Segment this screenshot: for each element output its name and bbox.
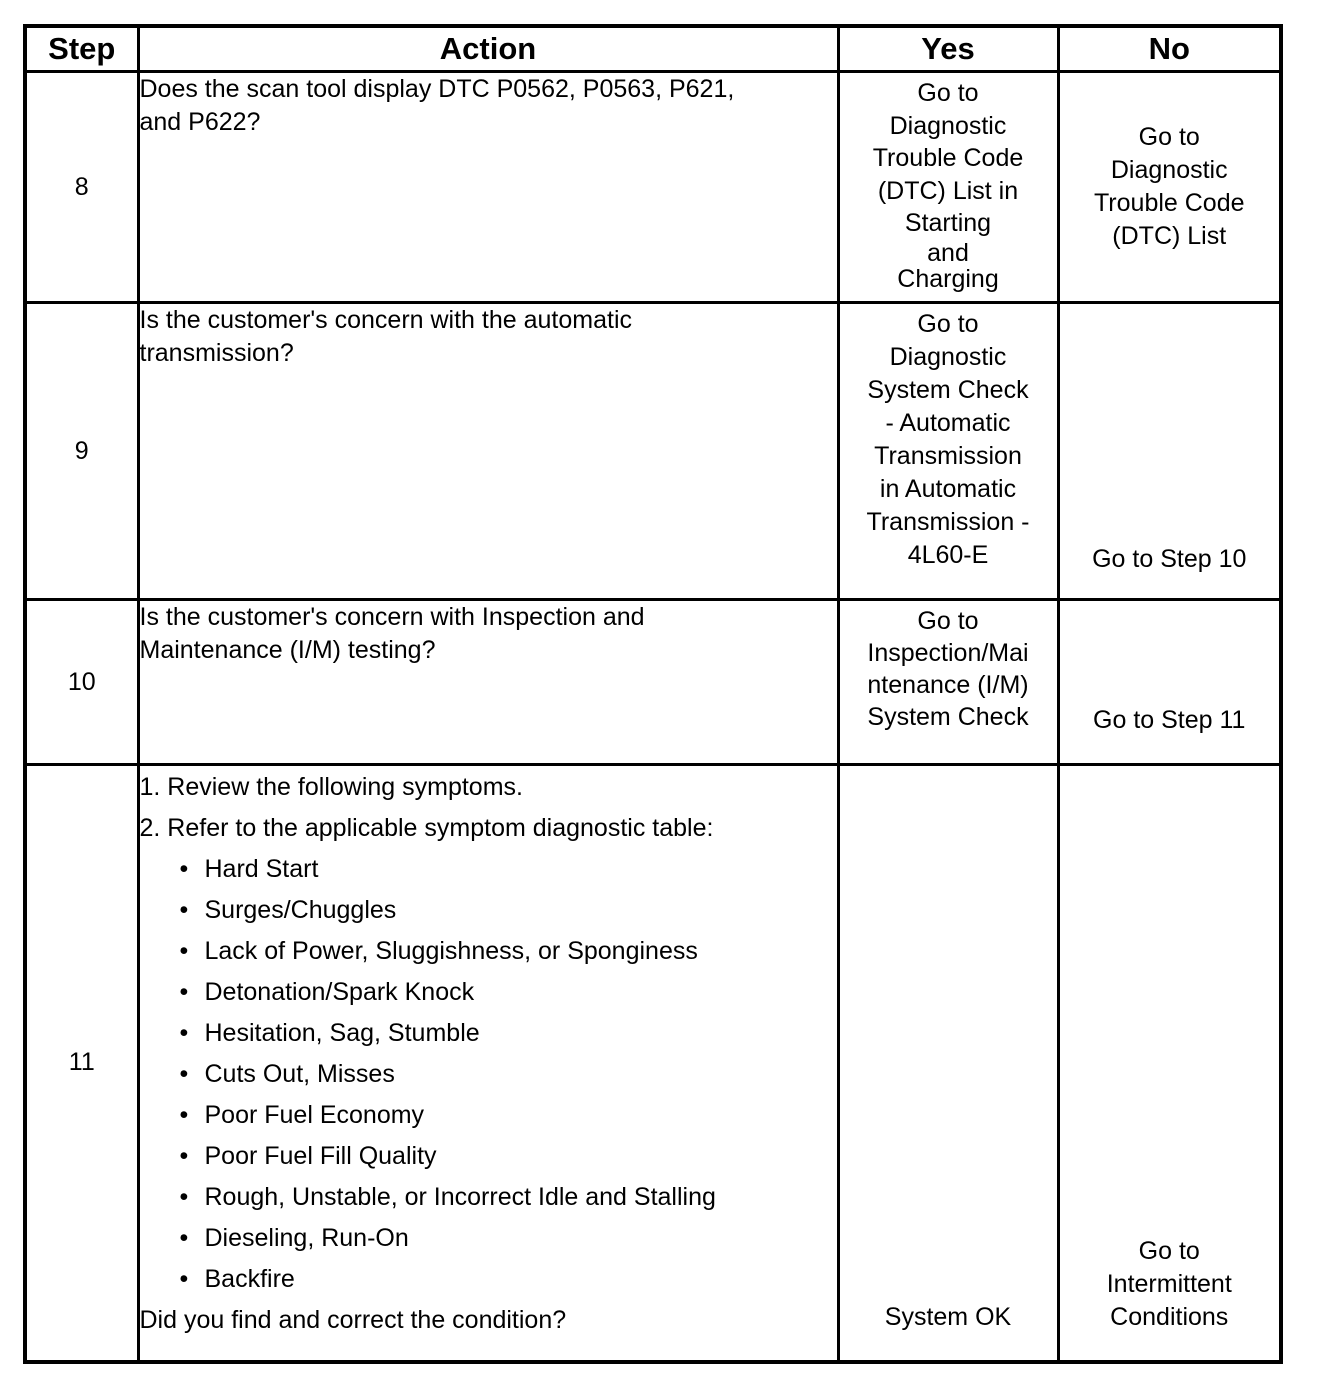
no-line: Diagnostic <box>1110 156 1228 184</box>
yes-line: (DTC) List in <box>877 176 1019 205</box>
action-line: Does the scan tool display DTC P0562, P0563, P621, <box>139 75 735 103</box>
step-number: 10 <box>25 600 138 765</box>
no-line: Go to Step 10 <box>1092 545 1247 573</box>
symptom-label: Poor Fuel Economy <box>204 1101 425 1129</box>
symptom-item <box>140 1136 837 1177</box>
header-action: Action <box>138 26 838 72</box>
symptom-item <box>140 1218 837 1259</box>
action-cell <box>138 600 838 765</box>
yes-line: Diagnostic <box>889 111 1007 140</box>
symptom-item <box>140 1259 837 1300</box>
bullet-glyph: • <box>179 1019 189 1047</box>
bullet-glyph: • <box>179 1224 189 1252</box>
table-row-step-8 <box>25 72 1281 303</box>
symptom-label: Poor Fuel Fill Quality <box>204 1142 437 1170</box>
symptom-list <box>140 849 837 1300</box>
symptom-item <box>140 849 837 890</box>
yes-cell <box>838 72 1058 303</box>
symptom-label: Cuts Out, Misses <box>204 1060 395 1088</box>
action-line: Is the customer's concern with Inspection and <box>139 603 645 631</box>
symptom-item <box>140 1054 837 1095</box>
action-line: transmission? <box>139 339 294 367</box>
step-number: 8 <box>25 72 138 303</box>
header-step: Step <box>25 26 138 72</box>
step-number: 11 <box>25 765 138 1362</box>
symptom-label: Lack of Power, Sluggishness, or Sponginess <box>204 937 698 965</box>
yes-line: Trouble Code <box>872 144 1024 172</box>
yes-line: Charging <box>897 264 999 293</box>
no-line: (DTC) List <box>1112 222 1227 250</box>
no-line: Trouble Code <box>1093 189 1245 217</box>
no-line: Intermittent <box>1106 1269 1232 1298</box>
step-number: 9 <box>25 303 138 600</box>
yes-cell <box>838 765 1058 1362</box>
yes-line: Go to <box>917 79 979 107</box>
yes-line: Inspection/Mai <box>867 639 1029 667</box>
table-row-step-11 <box>25 765 1281 1362</box>
instruction-line: 1. Review the following symptoms. <box>139 773 523 801</box>
symptom-label: Hard Start <box>204 855 319 883</box>
no-line: Conditions <box>1110 1302 1229 1331</box>
yes-line: 4L60-E <box>907 541 989 569</box>
action-cell <box>138 765 838 1362</box>
yes-line: ntenance (I/M) <box>867 671 1029 699</box>
symptom-label: Dieseling, Run-On <box>204 1224 409 1252</box>
instruction-line: 2. Refer to the applicable symptom diagnostic table: <box>139 814 714 842</box>
yes-line: Transmission <box>874 442 1022 470</box>
no-cell <box>1058 765 1281 1362</box>
yes-line: System Check <box>867 376 1029 404</box>
symptom-label: Rough, Unstable, or Incorrect Idle and Stalling <box>204 1183 716 1211</box>
action-question: Did you find and correct the condition? <box>139 1306 567 1334</box>
action-line: Maintenance (I/M) testing? <box>139 636 436 664</box>
bullet-glyph: • <box>179 1265 189 1293</box>
table-row-step-9 <box>25 303 1281 600</box>
bullet-glyph: • <box>179 1142 189 1170</box>
yes-line: Transmission - <box>866 508 1030 536</box>
symptom-item <box>140 972 837 1013</box>
yes-line: Diagnostic <box>889 343 1007 371</box>
symptom-label: Backfire <box>204 1265 295 1293</box>
table-row-step-10 <box>25 600 1281 765</box>
symptom-label: Surges/Chuggles <box>204 896 397 924</box>
no-line: Go to <box>1138 1236 1200 1265</box>
yes-line: Go to <box>917 310 979 338</box>
header-row <box>25 26 1281 72</box>
yes-cell <box>838 600 1058 765</box>
symptom-item <box>140 1177 837 1218</box>
header-yes: Yes <box>838 26 1058 72</box>
bullet-glyph: • <box>179 937 189 965</box>
diagnostic-table <box>23 24 1283 1364</box>
bullet-glyph: • <box>179 896 189 924</box>
symptom-item <box>140 931 837 972</box>
no-cell <box>1058 600 1281 765</box>
symptom-item <box>140 890 837 931</box>
symptom-item <box>140 1013 837 1054</box>
yes-line: and <box>927 238 969 267</box>
symptom-label: Detonation/Spark Knock <box>204 978 475 1006</box>
yes-line: in Automatic <box>879 475 1017 503</box>
action-line: and P622? <box>139 108 261 136</box>
symptom-item <box>140 1095 837 1136</box>
bullet-glyph: • <box>179 855 189 883</box>
yes-line: Go to <box>917 607 979 635</box>
bullet-glyph: • <box>179 1183 189 1211</box>
bullet-glyph: • <box>179 1101 189 1129</box>
action-cell <box>138 72 838 303</box>
symptom-label: Hesitation, Sag, Stumble <box>204 1019 480 1047</box>
yes-cell <box>838 303 1058 600</box>
action-line: Is the customer's concern with the automatic <box>139 306 632 334</box>
no-cell <box>1058 72 1281 303</box>
header-no: No <box>1058 26 1281 72</box>
no-line: Go to <box>1138 123 1200 151</box>
no-line: Go to Step 11 <box>1093 706 1246 734</box>
yes-line: System OK <box>884 1302 1012 1331</box>
action-cell <box>138 303 838 600</box>
no-cell <box>1058 303 1281 600</box>
bullet-glyph: • <box>179 1060 189 1088</box>
yes-line: System Check <box>867 703 1029 731</box>
yes-line: Starting <box>904 209 992 237</box>
bullet-glyph: • <box>179 978 189 1006</box>
yes-line: - Automatic <box>885 409 1011 437</box>
